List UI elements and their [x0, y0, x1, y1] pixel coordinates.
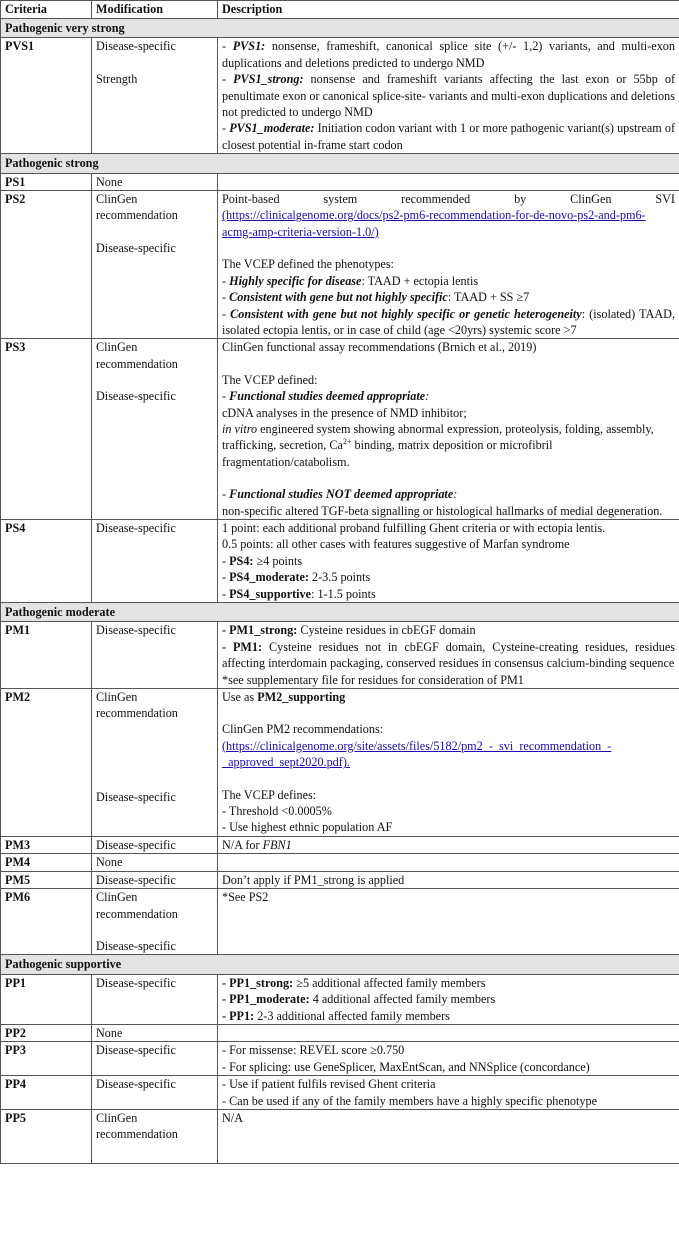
header-criteria: Criteria [1, 1, 92, 19]
row-ps4: PS4 Disease-specific 1 point: each additional proband fulfilling Ghent criteria or with ectopia lentis. 0.5 points: all other cases with features suggestive of Marfan syndrome - PS4: ≥4 points - PS4_moderate: 2-3.5 points - PS4_supportive: 1-1.5 points [1, 519, 679, 602]
row-pm4: PM4 None [1, 854, 679, 871]
row-pvs1 [1, 38, 679, 154]
section-pathogenic-very-strong: Pathogenic very strong [1, 19, 679, 38]
row-pm6: PM6 ClinGen recommendation Disease-specific *See PS2 [1, 889, 679, 955]
row-pm2: PM2 ClinGen recommendation Disease-specific Use as PM2_supporting ClinGen PM2 recommendations: (https://clinicalgenome.org/site/assets/files/5182/pm2_-_svi_recommendation_-_approved_sept2020.pdf). The VCEP defines: - Threshold <0.0005% - Use highest ethnic population AF [1, 689, 679, 837]
row-pp5: PP5 ClinGen recommendation N/A [1, 1109, 679, 1163]
row-ps3: PS3 ClinGen recommendation Disease-specific ClinGen functional assay recommendations (Brnich et al., 2019) The VCEP defined: - Functional studies deemed appropriate: cDNA analyses in the presence of NMD inhibitor; in vitro engineered system showing abnormal expression, proteolysis, folding, assembly, trafficking, secretion, $Ca^{2+}$ binding, matrix deposition or microfibril fragmentation/catabolism. - Functional studies NOT deemed appropriate: non-specific altered TGF-beta signalling or histological hallmarks of medial degeneration. [1, 339, 679, 520]
row-pp4: PP4 Disease-specific - Use if patient fulfils revised Ghent criteria - Can be used if any of the family members have a highly specific phenotype [1, 1076, 679, 1110]
row-pm3: PM3 Disease-specific N/A for FBN1 [1, 836, 679, 853]
header-row [1, 1, 679, 19]
modification-cell: Disease-specific Strength [92, 38, 218, 154]
criteria-cell: PVS1 [1, 38, 92, 154]
row-ps2: PS2 ClinGen recommendation Disease-specific Point-based system recommended by ClinGen SVI (https://clinicalgenome.org/docs/ps2-pm6-recommendation-for-de-novo-ps2-and-pm6-acmg-amp-criteria-version-1.0/) The VCEP defined the phenotypes: - Highly specific for disease: TAAD + ectopia lentis - Consistent with gene but not highly specific: TAAD + SS ≥7 - Consistent with gene but not highly specific or genetic heterogeneity: (isolated) TAAD, isolated ectopia lentis, or in case of child (age <20yrs) systemic score >7 [1, 191, 679, 339]
row-pm5: PM5 Disease-specific Don’t apply if PM1_strong is applied [1, 871, 679, 888]
section-pathogenic-moderate: Pathogenic moderate [1, 603, 679, 622]
section-pathogenic-supportive: Pathogenic supportive [1, 955, 679, 974]
row-pp2: PP2 None [1, 1024, 679, 1041]
header-modification: Modification [92, 1, 218, 19]
row-pp1: PP1 Disease-specific - PP1_strong: ≥5 additional affected family members - PP1_moderate: 4 additional affected family members - PP1: 2-3 additional affected family members [1, 974, 679, 1024]
ps2-recommendation-link[interactable]: (https://clinicalgenome.org/docs/ps2-pm6-recommendation-for-de-novo-ps2-and-pm6-acmg-amp-criteria-version-1.0/) [222, 208, 646, 239]
header-description: Description [218, 1, 679, 19]
row-pp3: PP3 Disease-specific - For missense: REVEL score ≥0.750 - For splicing: use GeneSplicer, MaxEntScan, and NNSplice (concordance) [1, 1042, 679, 1076]
row-pm1: PM1 Disease-specific - PM1_strong: Cysteine residues in cbEGF domain - PM1: Cysteine residues not in cbEGF domain, Cysteine-creating residues, residues affecting interdomain packaging, conserved residues in consensus calcium-binding sequence *see supplementary file for residues for consideration of PM1 [1, 622, 679, 689]
section-pathogenic-strong: Pathogenic strong [1, 154, 679, 173]
description-cell: - PVS1: nonsense, frameshift, canonical splice site (+/- 1,2) variants, and multi-exon duplications and deletions predicted to undergo NMD - PVS1_strong: nonsense and frameshift variants affecting the last exon or 55bp of penultimate exon or canonical splice-site- variants and multi-exon duplications and deletions not predicted to undergo NMD - PVS1_moderate: Initiation codon variant with 1 or more pathogenic variant(s) upstream of closest potential in-frame start codon [218, 38, 679, 154]
row-ps1: PS1 None [1, 173, 679, 190]
pm2-recommendation-link[interactable]: (https://clinicalgenome.org/site/assets/files/5182/pm2_-_svi_recommendation_-_approved_sept2020.pdf). [222, 738, 612, 770]
